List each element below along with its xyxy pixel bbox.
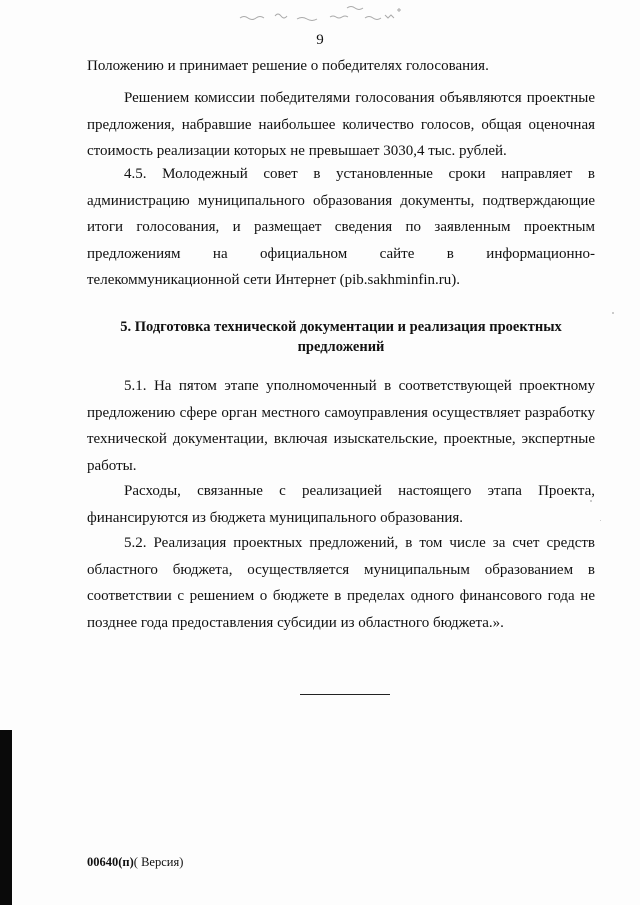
paragraph-intro: Положению и принимает решение о победителях голосования.: [87, 58, 489, 74]
scan-speck: [612, 312, 614, 314]
paragraph-commission-decision: Решением комиссии победителями голосования объявляются проектные предложения, набравшие наибольшее количество голосов, общая оценочная стоимость реализации которых не превышает 3030,4 тыс. рублей.: [87, 90, 595, 159]
paragraph-item-5-2: 5.2. Реализация проектных предложений, в том числе за счет средств областного бюджета, осуществляется муниципальным образованием в соответствии с решением о бюджете в пределах одного финансового года не позднее года предоставления субсидии из областного бюджета.».: [87, 535, 595, 631]
footer-document-code: [87, 855, 183, 870]
scan-edge-shadow: [0, 730, 12, 905]
end-divider-line: [300, 694, 390, 695]
paragraph-item-5-1: 5.1. На пятом этапе уполномоченный в соответствующей проектному предложению сфере орган местного самоуправления осуществляет разработку технической документации, включая изыскательские, проектные, экспертные работы.: [87, 378, 595, 474]
footer-code-version: ( Версия): [133, 855, 184, 869]
scan-speck: [590, 500, 592, 502]
footer-code-number: 00640(п): [87, 855, 134, 869]
page-number: 9: [316, 32, 324, 48]
paragraph-expenses: Расходы, связанные с реализацией настоящего этапа Проекта, финансируются из бюджета муниципального образования.: [87, 483, 595, 526]
scan-artifact: [235, 2, 415, 24]
section-5-heading: 5. Подготовка технической документации и реализация проектных предложений: [120, 319, 562, 355]
scan-speck: [600, 520, 601, 521]
paragraph-item-4-5: 4.5. Молодежный совет в установленные сроки направляет в администрацию муниципального образования документы, подтверждающие итоги голосования, и размещает сведения по заявленным проектным предложениям на официальном сайте в информационно-телекоммуникационной сети Интернет (pib.sakhminfin.ru).: [87, 166, 595, 288]
